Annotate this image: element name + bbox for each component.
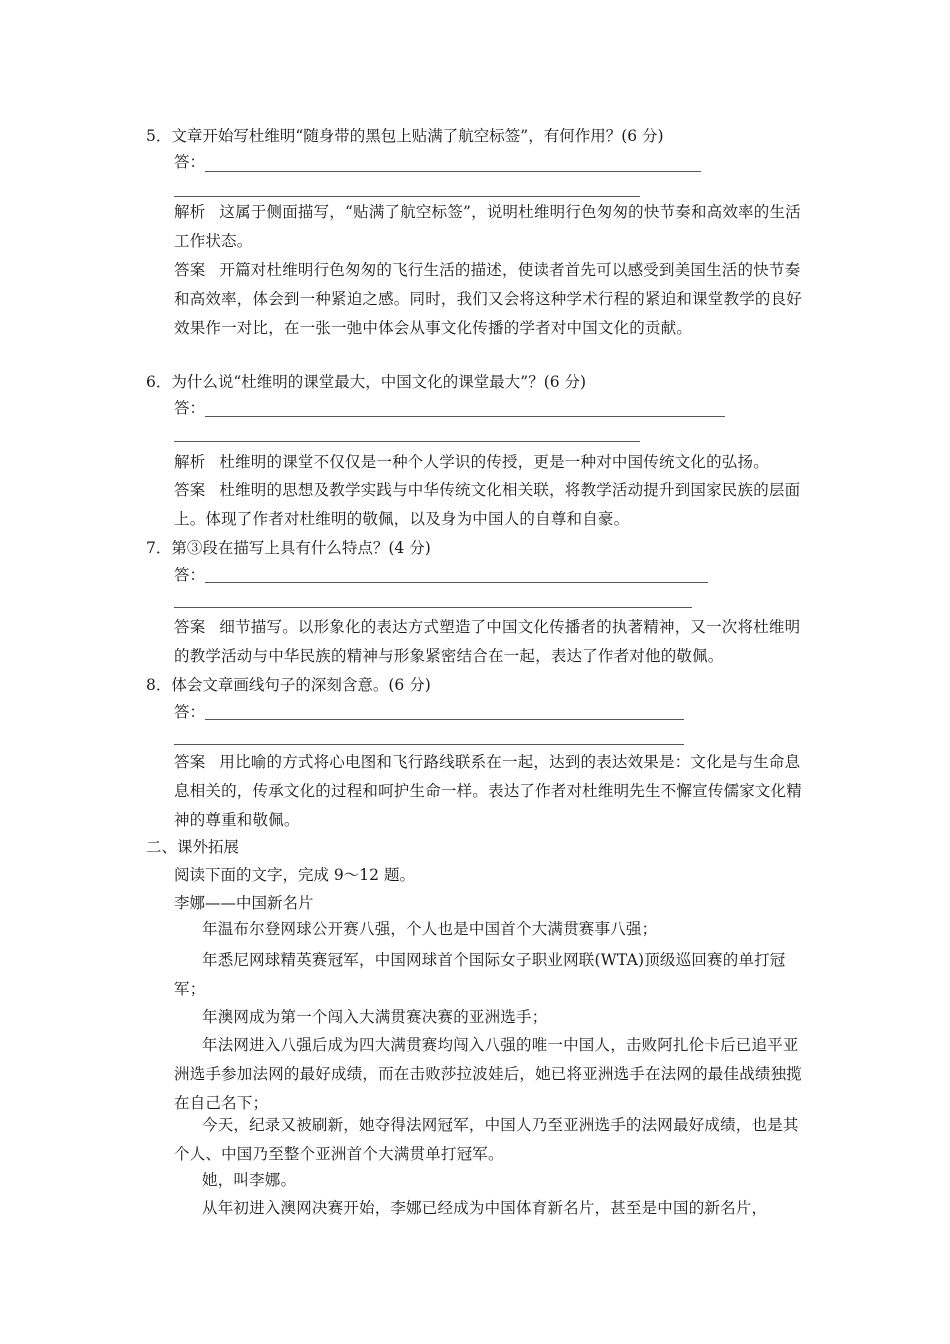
analysis-text: 杜维明的课堂不仅仅是一种个人学识的传授，更是一种对中国传统文化的弘扬。 — [219, 453, 769, 471]
article-paragraph: 年温布尔登网球公开赛八强，个人也是中国首个大满贯赛事八强； — [202, 920, 658, 938]
answer-text: 细节描写。以形象化的表达方式塑造了中国文化传播者的执著精神，又一次将杜维明的教学活动与中华民族的精神与形象紧密结合在一起，表达了作者对他的敬佩。 — [174, 618, 801, 665]
article-title: 李娜——中国新名片 — [174, 894, 314, 912]
answer-label: 答案 — [174, 618, 206, 636]
answer-5 — [174, 256, 810, 343]
answer-8 — [174, 748, 810, 835]
answer-text: 杜维明的思想及教学实践与中华传统文化相关联，将教学活动提升到国家民族的层面上。体现了作者对杜维明的敬佩，以及身为中国人的自尊和自豪。 — [174, 481, 801, 528]
article-paragraph: 她，叫李娜。 — [202, 1171, 297, 1189]
answer-prefix-5: 答： — [174, 153, 206, 171]
answer-blank-line — [205, 416, 725, 417]
question-7: 7．第③段在描写上具有什么特点？(4 分) — [146, 539, 431, 557]
answer-blank-line — [174, 441, 640, 442]
answer-label: 答案 — [174, 261, 206, 279]
answer-blank-line — [205, 719, 684, 720]
answer-label: 答案 — [174, 753, 206, 771]
answer-blank-line — [205, 171, 701, 172]
question-5: 5．文章开始写杜维明“随身带的黑包上贴满了航空标签”，有何作用？(6 分) — [146, 127, 664, 145]
answer-6 — [174, 476, 810, 534]
answer-text: 用比喻的方式将心电图和飞行路线联系在一起，达到的表达效果是：文化是与生命息息相关的，传承文化的过程和呵护生命一样。表达了作者对杜维明先生不懈宣传儒家文化精神的尊重和敬佩。 — [174, 753, 803, 829]
answer-blank-line — [174, 744, 684, 745]
article-paragraph: 年悉尼网球精英赛冠军，中国网球首个国际女子职业网联(WTA)顶级巡回赛的单打冠军； — [174, 951, 786, 998]
article-paragraph: 今天，纪录又被刷新，她夺得法网冠军，中国人乃至亚洲选手的法网最好成绩，也是其个人、中国乃至整个亚洲首个大满贯单打冠军。 — [174, 1116, 799, 1163]
answer-prefix-7: 答： — [174, 566, 206, 584]
answer-label: 答案 — [174, 481, 206, 499]
article-paragraph: 年法网进入八强后成为四大满贯赛均闯入八强的唯一中国人，击败阿扎伦卡后已追平亚洲选手参加法网的最好成绩，而在击败莎拉波娃后，她已将亚洲选手在法网的最佳战绩独揽在自己名下； — [174, 1036, 803, 1112]
analysis-5 — [174, 198, 810, 256]
reading-instruction: 阅读下面的文字，完成 9～12 题。 — [174, 866, 415, 884]
answer-prefix-6: 答： — [174, 399, 206, 417]
section-heading: 二、课外拓展 — [146, 838, 240, 856]
analysis-6 — [174, 448, 814, 477]
question-6: 6．为什么说“杜维明的课堂最大，中国文化的课堂最大”？(6 分) — [146, 373, 587, 391]
answer-blank-line — [174, 196, 640, 197]
analysis-label: 解析 — [174, 203, 206, 221]
answer-text: 开篇对杜维明行色匆匆的飞行生活的描述，使读者首先可以感受到美国生活的快节奏和高效率，体会到一种紧迫之感。同时，我们又会将这种学术行程的紧迫和课堂教学的良好效果作一对比，在一张一弛中体会从事文化传播的学者对中国文化的贡献。 — [174, 261, 803, 337]
article-paragraph: 年澳网成为第一个闯入大满贯赛决赛的亚洲选手； — [202, 1008, 548, 1026]
question-8: 8．体会文章画线句子的深刻含意。(6 分) — [146, 676, 431, 694]
answer-7 — [174, 613, 810, 671]
answer-prefix-8: 答： — [174, 703, 206, 721]
answer-blank-line — [205, 582, 708, 583]
answer-blank-line — [174, 607, 692, 608]
analysis-label: 解析 — [174, 453, 206, 471]
analysis-text: 这属于侧面描写，“贴满了航空标签”，说明杜维明行色匆匆的快节奏和高效率的生活工作状态。 — [174, 203, 801, 250]
article-paragraph: 从年初进入澳网决赛开始，李娜已经成为中国体育新名片，甚至是中国的新名片， — [202, 1199, 768, 1217]
